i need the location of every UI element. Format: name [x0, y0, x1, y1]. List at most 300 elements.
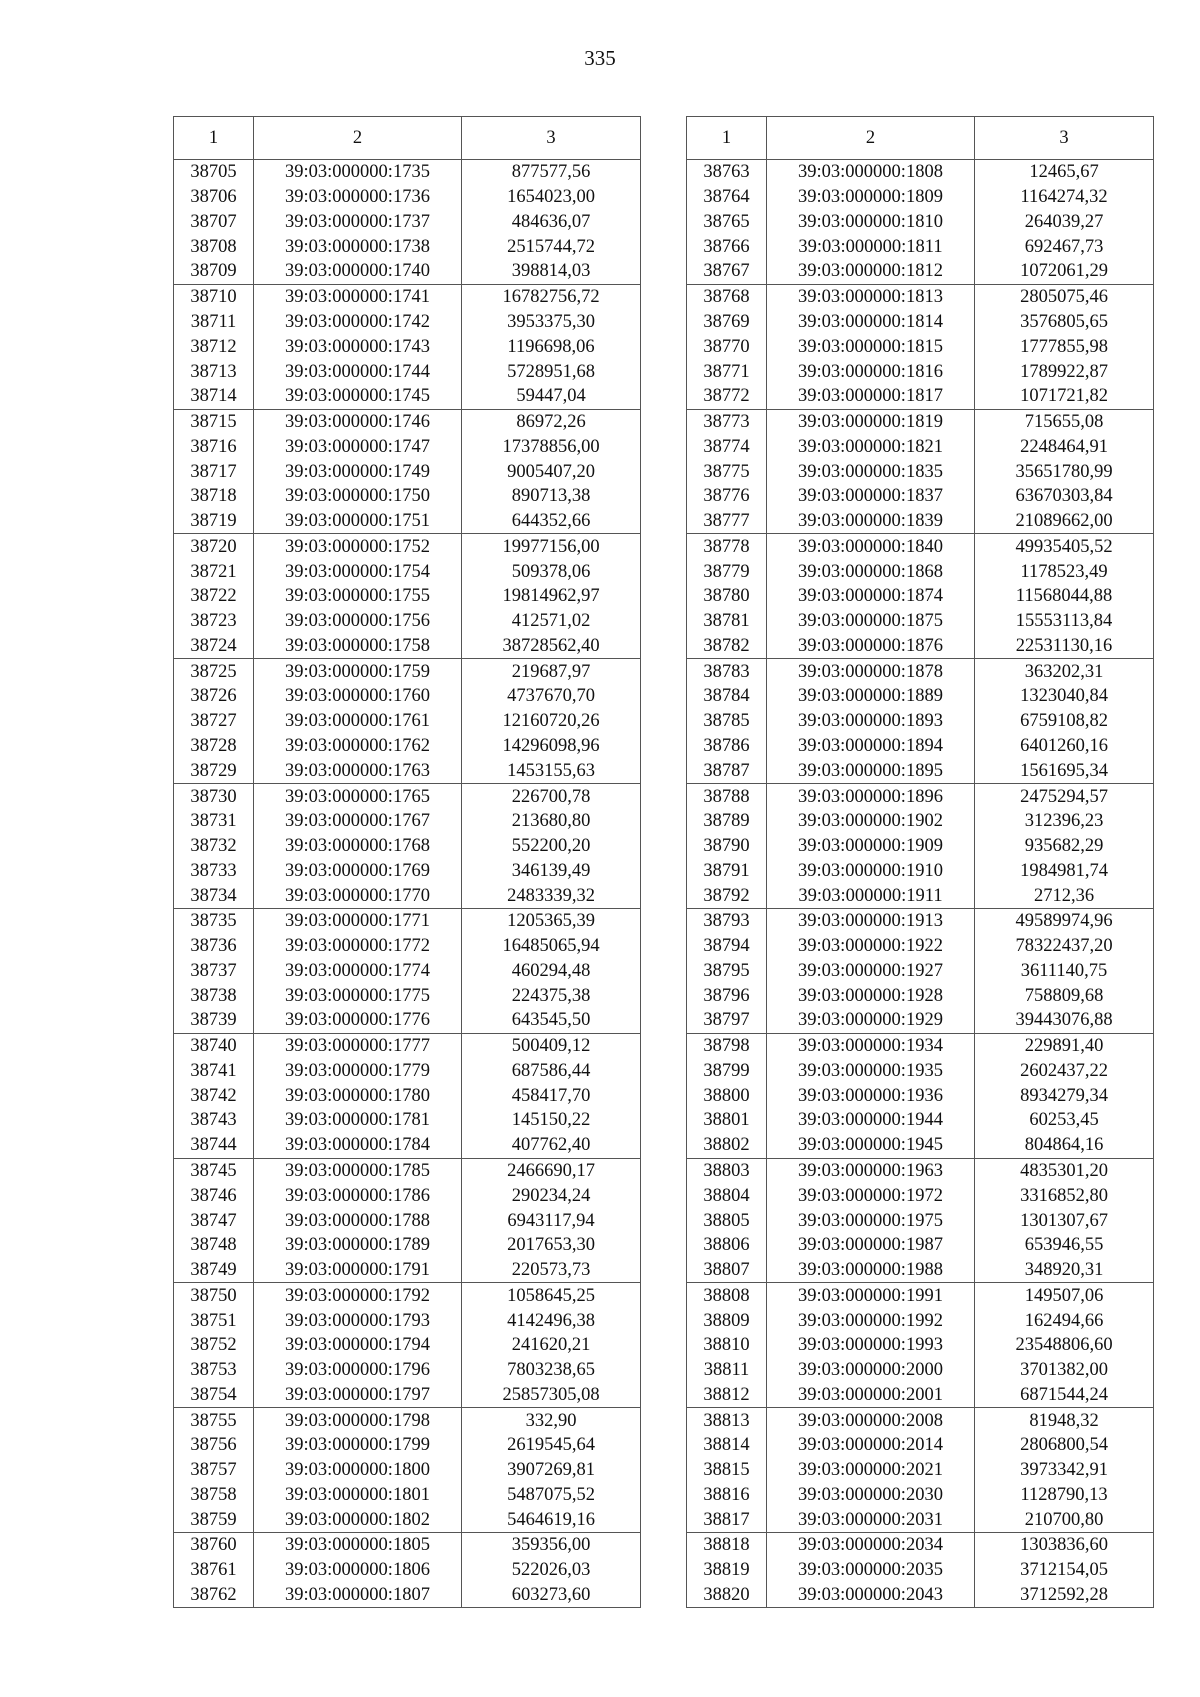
table-row	[687, 908, 1154, 933]
row-number-cell: 38812	[687, 1383, 767, 1408]
row-number-cell: 38712	[174, 334, 254, 359]
value-cell: 3953375,30	[462, 310, 641, 335]
table-row	[687, 1483, 1154, 1508]
cadastral-number-cell: 39:03:000000:1809	[767, 185, 975, 210]
value-cell: 407762,40	[462, 1133, 641, 1158]
value-cell: 715655,08	[975, 409, 1154, 434]
value-cell: 19814962,97	[462, 584, 641, 609]
value-cell: 2806800,54	[975, 1433, 1154, 1458]
cadastral-number-cell: 39:03:000000:1972	[767, 1183, 975, 1208]
cadastral-number-cell: 39:03:000000:1875	[767, 609, 975, 634]
value-cell: 1072061,29	[975, 259, 1154, 284]
cadastral-number-cell: 39:03:000000:1896	[767, 784, 975, 809]
value-cell: 2483339,32	[462, 883, 641, 908]
row-number-cell: 38711	[174, 310, 254, 335]
row-number-cell: 38729	[174, 758, 254, 783]
row-number-cell: 38733	[174, 858, 254, 883]
value-cell: 1196698,06	[462, 334, 641, 359]
table-row	[687, 634, 1154, 659]
cadastral-number-cell: 39:03:000000:1934	[767, 1033, 975, 1058]
cadastral-number-cell: 39:03:000000:1889	[767, 684, 975, 709]
cadastral-number-cell: 39:03:000000:1779	[254, 1059, 462, 1084]
cadastral-number-cell: 39:03:000000:1800	[254, 1458, 462, 1483]
value-cell: 38728562,40	[462, 634, 641, 659]
cadastral-number-cell: 39:03:000000:1740	[254, 259, 462, 284]
table-row	[687, 484, 1154, 509]
table-row	[174, 734, 641, 759]
cadastral-number-cell: 39:03:000000:1840	[767, 534, 975, 559]
cadastral-number-cell: 39:03:000000:1835	[767, 459, 975, 484]
value-cell: 15553113,84	[975, 609, 1154, 634]
row-number-cell: 38798	[687, 1033, 767, 1058]
cadastral-number-cell: 39:03:000000:1819	[767, 409, 975, 434]
row-number-cell: 38752	[174, 1333, 254, 1358]
value-cell: 39443076,88	[975, 1008, 1154, 1033]
row-number-cell: 38743	[174, 1108, 254, 1133]
row-number-cell: 38768	[687, 284, 767, 309]
row-number-cell: 38791	[687, 858, 767, 883]
value-cell: 500409,12	[462, 1033, 641, 1058]
value-cell: 162494,66	[975, 1308, 1154, 1333]
table-row	[687, 434, 1154, 459]
table-row	[687, 1258, 1154, 1283]
value-cell: 603273,60	[462, 1583, 641, 1608]
row-number-cell: 38714	[174, 384, 254, 409]
value-cell: 3576805,65	[975, 310, 1154, 335]
cadastral-number-cell: 39:03:000000:1975	[767, 1208, 975, 1233]
cadastral-number-cell: 39:03:000000:1777	[254, 1033, 462, 1058]
cadastral-number-cell: 39:03:000000:1922	[767, 934, 975, 959]
table-row	[174, 609, 641, 634]
cadastral-number-cell: 39:03:000000:1796	[254, 1358, 462, 1383]
table-row	[174, 1059, 641, 1084]
row-number-cell: 38809	[687, 1308, 767, 1333]
row-number-cell: 38718	[174, 484, 254, 509]
row-number-cell: 38777	[687, 509, 767, 534]
cadastral-number-cell: 39:03:000000:1767	[254, 809, 462, 834]
row-number-cell: 38784	[687, 684, 767, 709]
table-row	[174, 185, 641, 210]
cadastral-number-cell: 39:03:000000:1929	[767, 1008, 975, 1033]
value-cell: 3973342,91	[975, 1458, 1154, 1483]
table-row	[174, 983, 641, 1008]
value-cell: 2248464,91	[975, 434, 1154, 459]
table-row	[174, 584, 641, 609]
cadastral-number-cell: 39:03:000000:2034	[767, 1533, 975, 1558]
cadastral-number-cell: 39:03:000000:1936	[767, 1083, 975, 1108]
row-number-cell: 38767	[687, 259, 767, 284]
row-number-cell: 38727	[174, 709, 254, 734]
value-cell: 1164274,32	[975, 185, 1154, 210]
table-row	[174, 1458, 641, 1483]
row-number-cell: 38781	[687, 609, 767, 634]
value-cell: 5487075,52	[462, 1483, 641, 1508]
table-row	[174, 934, 641, 959]
value-cell: 2602437,22	[975, 1059, 1154, 1084]
row-number-cell: 38775	[687, 459, 767, 484]
value-cell: 290234,24	[462, 1183, 641, 1208]
value-cell: 2466690,17	[462, 1158, 641, 1183]
cadastral-number-cell: 39:03:000000:2035	[767, 1558, 975, 1583]
table-row	[687, 734, 1154, 759]
table-row	[174, 709, 641, 734]
row-number-cell: 38720	[174, 534, 254, 559]
value-cell: 3611140,75	[975, 959, 1154, 984]
table-row	[687, 1333, 1154, 1358]
table-row	[174, 1333, 641, 1358]
cadastral-number-cell: 39:03:000000:1839	[767, 509, 975, 534]
table-row	[687, 659, 1154, 684]
row-number-cell: 38807	[687, 1258, 767, 1283]
cadastral-number-cell: 39:03:000000:1738	[254, 234, 462, 259]
cadastral-number-cell: 39:03:000000:1791	[254, 1258, 462, 1283]
row-number-cell: 38811	[687, 1358, 767, 1383]
value-cell: 8934279,34	[975, 1083, 1154, 1108]
cadastral-number-cell: 39:03:000000:1802	[254, 1507, 462, 1532]
table-row	[174, 1583, 641, 1608]
value-cell: 3316852,80	[975, 1183, 1154, 1208]
table-row	[174, 1283, 641, 1308]
cadastral-number-cell: 39:03:000000:1811	[767, 234, 975, 259]
table-row	[687, 609, 1154, 634]
table-row	[687, 834, 1154, 859]
table-row	[687, 559, 1154, 584]
value-cell: 63670303,84	[975, 484, 1154, 509]
row-number-cell: 38753	[174, 1358, 254, 1383]
value-cell: 224375,38	[462, 983, 641, 1008]
table-row	[687, 1283, 1154, 1308]
table-row	[174, 359, 641, 384]
value-cell: 2475294,57	[975, 784, 1154, 809]
value-cell: 332,90	[462, 1408, 641, 1433]
table-row	[174, 559, 641, 584]
value-cell: 522026,03	[462, 1558, 641, 1583]
cadastral-number-cell: 39:03:000000:1837	[767, 484, 975, 509]
cadastral-number-cell: 39:03:000000:1762	[254, 734, 462, 759]
row-number-cell: 38760	[174, 1533, 254, 1558]
table-row	[687, 883, 1154, 908]
row-number-cell: 38801	[687, 1108, 767, 1133]
row-number-cell: 38780	[687, 584, 767, 609]
value-cell: 1303836,60	[975, 1533, 1154, 1558]
table-row	[687, 234, 1154, 259]
value-cell: 1128790,13	[975, 1483, 1154, 1508]
table-row	[687, 534, 1154, 559]
cadastral-number-cell: 39:03:000000:1992	[767, 1308, 975, 1333]
cadastral-number-cell: 39:03:000000:1991	[767, 1283, 975, 1308]
value-cell: 78322437,20	[975, 934, 1154, 959]
cadastral-number-cell: 39:03:000000:1792	[254, 1283, 462, 1308]
table-row	[687, 384, 1154, 409]
cadastral-number-cell: 39:03:000000:1774	[254, 959, 462, 984]
row-number-cell: 38754	[174, 1383, 254, 1408]
value-cell: 2017653,30	[462, 1233, 641, 1258]
cadastral-number-cell: 39:03:000000:1798	[254, 1408, 462, 1433]
row-number-cell: 38716	[174, 434, 254, 459]
cadastral-number-cell: 39:03:000000:1784	[254, 1133, 462, 1158]
table-row	[687, 334, 1154, 359]
row-number-cell: 38763	[687, 160, 767, 185]
cadastral-number-cell: 39:03:000000:1876	[767, 634, 975, 659]
value-cell: 312396,23	[975, 809, 1154, 834]
cadastral-number-cell: 39:03:000000:1745	[254, 384, 462, 409]
column-header: 2	[767, 117, 975, 160]
row-number-cell: 38751	[174, 1308, 254, 1333]
cadastral-number-cell: 39:03:000000:2008	[767, 1408, 975, 1433]
row-number-cell: 38736	[174, 934, 254, 959]
value-cell: 23548806,60	[975, 1333, 1154, 1358]
row-number-cell: 38785	[687, 709, 767, 734]
row-number-cell: 38804	[687, 1183, 767, 1208]
value-cell: 17378856,00	[462, 434, 641, 459]
row-number-cell: 38776	[687, 484, 767, 509]
table-row	[174, 1358, 641, 1383]
row-number-cell: 38748	[174, 1233, 254, 1258]
page-number: 335	[584, 46, 616, 70]
table-row	[687, 1408, 1154, 1433]
row-number-cell: 38782	[687, 634, 767, 659]
value-cell: 2515744,72	[462, 234, 641, 259]
row-number-cell: 38773	[687, 409, 767, 434]
value-cell: 11568044,88	[975, 584, 1154, 609]
cadastral-number-cell: 39:03:000000:1909	[767, 834, 975, 859]
table-row	[687, 1083, 1154, 1108]
table-row	[687, 858, 1154, 883]
table-row	[687, 1533, 1154, 1558]
row-number-cell: 38723	[174, 609, 254, 634]
cadastral-number-cell: 39:03:000000:1902	[767, 809, 975, 834]
value-cell: 758809,68	[975, 983, 1154, 1008]
value-cell: 3907269,81	[462, 1458, 641, 1483]
table-row	[174, 634, 641, 659]
table-row	[687, 809, 1154, 834]
row-number-cell: 38758	[174, 1483, 254, 1508]
value-cell: 484636,07	[462, 210, 641, 235]
table-row	[174, 310, 641, 335]
value-cell: 25857305,08	[462, 1383, 641, 1408]
cadastral-number-cell: 39:03:000000:1944	[767, 1108, 975, 1133]
table-row	[687, 1558, 1154, 1583]
cadastral-number-cell: 39:03:000000:1749	[254, 459, 462, 484]
row-number-cell: 38705	[174, 160, 254, 185]
row-number-cell: 38764	[687, 185, 767, 210]
cadastral-number-cell: 39:03:000000:1772	[254, 934, 462, 959]
cadastral-number-cell: 39:03:000000:1765	[254, 784, 462, 809]
row-number-cell: 38805	[687, 1208, 767, 1233]
column-header: 2	[254, 117, 462, 160]
cadastral-number-cell: 39:03:000000:1814	[767, 310, 975, 335]
table-row	[687, 1233, 1154, 1258]
table-row	[687, 1583, 1154, 1608]
column-header: 1	[687, 117, 767, 160]
cadastral-number-cell: 39:03:000000:1927	[767, 959, 975, 984]
row-number-cell: 38800	[687, 1083, 767, 1108]
cadastral-number-cell: 39:03:000000:1763	[254, 758, 462, 783]
row-number-cell: 38730	[174, 784, 254, 809]
cadastral-number-cell: 39:03:000000:1807	[254, 1583, 462, 1608]
value-cell: 213680,80	[462, 809, 641, 834]
table-row	[687, 1158, 1154, 1183]
value-cell: 12465,67	[975, 160, 1154, 185]
table-row	[174, 1133, 641, 1158]
value-cell: 2805075,46	[975, 284, 1154, 309]
table-row	[687, 1308, 1154, 1333]
cadastral-number-cell: 39:03:000000:1756	[254, 609, 462, 634]
table-header-row	[174, 117, 641, 160]
value-cell: 16782756,72	[462, 284, 641, 309]
row-number-cell: 38786	[687, 734, 767, 759]
table-row	[687, 1033, 1154, 1058]
table-row	[687, 784, 1154, 809]
cadastral-number-cell: 39:03:000000:1741	[254, 284, 462, 309]
table-row	[174, 809, 641, 834]
row-number-cell: 38741	[174, 1059, 254, 1084]
value-cell: 226700,78	[462, 784, 641, 809]
cadastral-number-cell: 39:03:000000:1868	[767, 559, 975, 584]
cadastral-number-cell: 39:03:000000:1801	[254, 1483, 462, 1508]
table-header-row	[687, 117, 1154, 160]
cadastral-number-cell: 39:03:000000:1776	[254, 1008, 462, 1033]
cadastral-number-cell: 39:03:000000:1754	[254, 559, 462, 584]
value-cell: 6943117,94	[462, 1208, 641, 1233]
value-cell: 2619545,64	[462, 1433, 641, 1458]
table-row	[174, 959, 641, 984]
value-cell: 1453155,63	[462, 758, 641, 783]
table-row	[687, 959, 1154, 984]
row-number-cell: 38772	[687, 384, 767, 409]
cadastral-number-cell: 39:03:000000:1755	[254, 584, 462, 609]
table-row	[174, 858, 641, 883]
table-row	[687, 1008, 1154, 1033]
cadastral-number-cell: 39:03:000000:1769	[254, 858, 462, 883]
row-number-cell: 38769	[687, 310, 767, 335]
value-cell: 9005407,20	[462, 459, 641, 484]
row-number-cell: 38757	[174, 1458, 254, 1483]
cadastral-number-cell: 39:03:000000:1771	[254, 908, 462, 933]
table-row	[174, 384, 641, 409]
right-data-table	[686, 116, 1154, 1608]
row-number-cell: 38708	[174, 234, 254, 259]
value-cell: 1071721,82	[975, 384, 1154, 409]
row-number-cell: 38715	[174, 409, 254, 434]
cadastral-number-cell: 39:03:000000:2021	[767, 1458, 975, 1483]
table-row	[174, 1507, 641, 1532]
value-cell: 359356,00	[462, 1533, 641, 1558]
value-cell: 145150,22	[462, 1108, 641, 1133]
cadastral-number-cell: 39:03:000000:1963	[767, 1158, 975, 1183]
cadastral-number-cell: 39:03:000000:1785	[254, 1158, 462, 1183]
cadastral-number-cell: 39:03:000000:1805	[254, 1533, 462, 1558]
row-number-cell: 38749	[174, 1258, 254, 1283]
value-cell: 220573,73	[462, 1258, 641, 1283]
cadastral-number-cell: 39:03:000000:1747	[254, 434, 462, 459]
cadastral-number-cell: 39:03:000000:1751	[254, 509, 462, 534]
table-row	[687, 1108, 1154, 1133]
row-number-cell: 38796	[687, 983, 767, 1008]
cadastral-number-cell: 39:03:000000:1759	[254, 659, 462, 684]
cadastral-number-cell: 39:03:000000:1735	[254, 160, 462, 185]
table-row	[687, 983, 1154, 1008]
cadastral-number-cell: 39:03:000000:1816	[767, 359, 975, 384]
value-cell: 21089662,00	[975, 509, 1154, 534]
cadastral-number-cell: 39:03:000000:1928	[767, 983, 975, 1008]
row-number-cell: 38793	[687, 908, 767, 933]
value-cell: 4737670,70	[462, 684, 641, 709]
row-number-cell: 38819	[687, 1558, 767, 1583]
table-row	[174, 684, 641, 709]
cadastral-number-cell: 39:03:000000:1945	[767, 1133, 975, 1158]
value-cell: 1205365,39	[462, 908, 641, 933]
table-row	[174, 1233, 641, 1258]
table-row	[687, 185, 1154, 210]
table-row	[687, 758, 1154, 783]
cadastral-number-cell: 39:03:000000:1806	[254, 1558, 462, 1583]
value-cell: 643545,50	[462, 1008, 641, 1033]
value-cell: 4142496,38	[462, 1308, 641, 1333]
value-cell: 16485065,94	[462, 934, 641, 959]
cadastral-number-cell: 39:03:000000:1770	[254, 883, 462, 908]
table-row	[687, 1059, 1154, 1084]
value-cell: 35651780,99	[975, 459, 1154, 484]
table-row	[174, 1433, 641, 1458]
row-number-cell: 38724	[174, 634, 254, 659]
cadastral-number-cell: 39:03:000000:2030	[767, 1483, 975, 1508]
cadastral-number-cell: 39:03:000000:1913	[767, 908, 975, 933]
column-header: 1	[174, 117, 254, 160]
table-row	[174, 1208, 641, 1233]
row-number-cell: 38820	[687, 1583, 767, 1608]
table-row	[687, 359, 1154, 384]
row-number-cell: 38710	[174, 284, 254, 309]
cadastral-number-cell: 39:03:000000:1736	[254, 185, 462, 210]
column-header: 3	[462, 117, 641, 160]
cadastral-number-cell: 39:03:000000:1793	[254, 1308, 462, 1333]
cadastral-number-cell: 39:03:000000:1742	[254, 310, 462, 335]
table-row	[174, 1533, 641, 1558]
table-row	[687, 459, 1154, 484]
cadastral-number-cell: 39:03:000000:1761	[254, 709, 462, 734]
cadastral-number-cell: 39:03:000000:1894	[767, 734, 975, 759]
row-number-cell: 38719	[174, 509, 254, 534]
value-cell: 653946,55	[975, 1233, 1154, 1258]
value-cell: 458417,70	[462, 1083, 641, 1108]
value-cell: 692467,73	[975, 234, 1154, 259]
column-header: 3	[975, 117, 1154, 160]
row-number-cell: 38815	[687, 1458, 767, 1483]
table-row	[174, 1183, 641, 1208]
row-number-cell: 38759	[174, 1507, 254, 1532]
table-row	[174, 659, 641, 684]
cadastral-number-cell: 39:03:000000:1895	[767, 758, 975, 783]
table-row	[687, 1507, 1154, 1532]
row-number-cell: 38818	[687, 1533, 767, 1558]
value-cell: 552200,20	[462, 834, 641, 859]
cadastral-number-cell: 39:03:000000:2043	[767, 1583, 975, 1608]
row-number-cell: 38721	[174, 559, 254, 584]
row-number-cell: 38803	[687, 1158, 767, 1183]
row-number-cell: 38706	[174, 185, 254, 210]
table-row	[687, 310, 1154, 335]
table-row	[687, 709, 1154, 734]
row-number-cell: 38739	[174, 1008, 254, 1033]
table-row	[687, 409, 1154, 434]
table-row	[174, 1258, 641, 1283]
cadastral-number-cell: 39:03:000000:1813	[767, 284, 975, 309]
cadastral-number-cell: 39:03:000000:1746	[254, 409, 462, 434]
table-row	[687, 584, 1154, 609]
row-number-cell: 38728	[174, 734, 254, 759]
value-cell: 5464619,16	[462, 1507, 641, 1532]
